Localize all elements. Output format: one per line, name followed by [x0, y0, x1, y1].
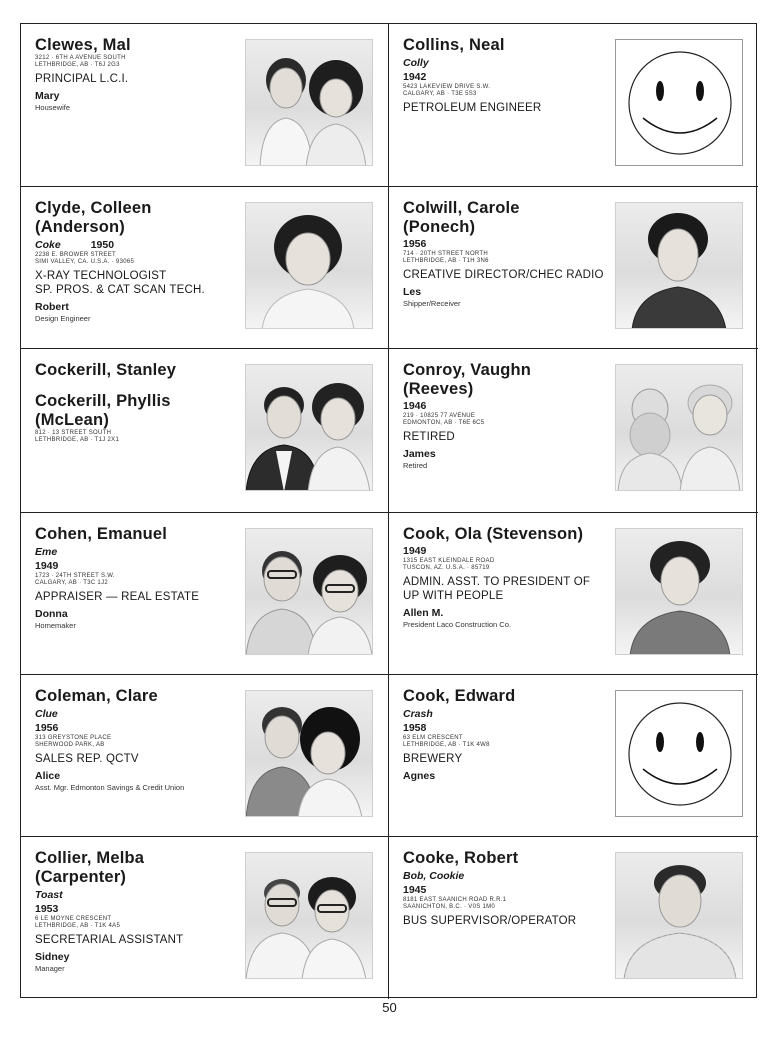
entry-year: 1946: [403, 400, 427, 412]
entry-address: 5423 LAKEVIEW DRIVE S.W.: [403, 84, 491, 90]
entry-address-city: EDMONTON, AB · T6E 6C5: [403, 420, 485, 426]
single-photo: [615, 528, 743, 655]
entry-nickname: Toast: [35, 889, 63, 901]
entry-occupation-line2: SP. PROS. & CAT SCAN TECH.: [35, 284, 205, 296]
entry-spouse: Allen M.: [403, 607, 444, 619]
entry-spouse-occupation: Design Engineer: [35, 314, 91, 323]
entry-spouse: Les: [403, 286, 422, 298]
entry-spouse: Sidney: [35, 951, 70, 963]
entry-spouse-occupation: Manager: [35, 964, 65, 973]
entry-name: Cohen, Emanuel: [35, 525, 168, 543]
entry-address-city: LETHBRIDGE, AB · T1K 4W8: [403, 742, 490, 748]
entry-address-city: TUSCON, AZ. U.S.A. · 85719: [403, 565, 490, 571]
entry-year: 1945: [403, 884, 427, 896]
entry-address-city: CALGARY, AB · T3C 1J2: [35, 580, 108, 586]
page-number: 50: [382, 1000, 397, 1015]
entry-spouse: James: [403, 448, 436, 460]
entry-nickname: Clue: [35, 708, 58, 720]
entry-card: [21, 837, 389, 999]
entry-address: 63 ELM CRESCENT: [403, 735, 463, 741]
entry-spouse-occupation: Shipper/Receiver: [403, 299, 461, 308]
entry-occupation: SALES REP. QCTV: [35, 753, 139, 765]
smiley-face-icon: [615, 39, 743, 166]
entry-occupation: BREWERY: [403, 753, 463, 765]
entry-occupation: APPRAISER — REAL ESTATE: [35, 591, 200, 603]
entry-card: [21, 513, 389, 675]
single-photo: [615, 202, 743, 329]
entry-card: [389, 349, 758, 513]
entry-card: [389, 675, 758, 837]
entry-address-city: CALGARY, AB · T3E 5S3: [403, 91, 477, 97]
entry-address-city: LETHBRIDGE, AB · T1J 2X1: [35, 437, 120, 443]
entry-card: [389, 513, 758, 675]
entry-address-city: SAANICHTON, B.C. · V0S 1M0: [403, 904, 496, 910]
entry-nickname: Eme: [35, 546, 58, 558]
entry-year: 1956: [403, 238, 427, 250]
entry-name: Cook, Ola (Stevenson): [403, 525, 584, 543]
entry-name: Coleman, Clare: [35, 687, 158, 705]
entry-spouse: Mary: [35, 90, 60, 102]
entry-nickname: Bob, Cookie: [403, 870, 465, 882]
entry-spouse-occupation: Homemaker: [35, 621, 76, 630]
entry-spouse: Robert: [35, 301, 69, 313]
entry-card: [21, 675, 389, 837]
entry-address-city: SHERWOOD PARK, AB: [35, 742, 105, 748]
entry-occupation: PETROLEUM ENGINEER: [403, 102, 542, 114]
single-photo: [245, 202, 373, 329]
entry-address-city: LETHBRIDGE, AB · T1H 3N6: [403, 258, 489, 264]
entry-occupation: RETIRED: [403, 431, 455, 443]
entry-nickname: Crash: [403, 708, 433, 720]
entry-name: Cooke, Robert: [403, 849, 519, 867]
entry-nickname: Coke: [35, 239, 61, 251]
entry-address-city: SIMI VALLEY, CA. U.S.A. · 93065: [35, 259, 135, 265]
entry-maiden-name: (Reeves): [403, 380, 474, 398]
entry-address: 1723 · 24TH STREET S.W.: [35, 573, 115, 579]
entry-year: 1956: [35, 722, 59, 734]
entry-card: [21, 24, 389, 187]
entry-card: [389, 24, 758, 187]
entry-year: 1949: [35, 560, 59, 572]
entry-maiden-name: (Ponech): [403, 218, 476, 236]
entry-spouse-occupation: Asst. Mgr. Edmonton Savings & Credit Union: [35, 783, 185, 792]
entry-occupation: BUS SUPERVISOR/OPERATOR: [403, 915, 577, 927]
entry-address: 3212 · 6TH A AVENUE SOUTH: [35, 55, 126, 61]
entry-address-city: LETHBRIDGE, AB · T1K 4A5: [35, 923, 121, 929]
entry-spouse-occupation: Housewife: [35, 103, 71, 112]
couple-photo: [245, 364, 373, 491]
couple-photo: [245, 528, 373, 655]
entry-occupation: PRINCIPAL L.C.I.: [35, 73, 129, 85]
entry-name: Collins, Neal: [403, 36, 505, 54]
entry-card: [389, 187, 758, 349]
couple-photo: [245, 39, 373, 166]
entry-year: 1949: [403, 545, 427, 557]
couple-photo: [245, 852, 373, 979]
entry-card: [21, 187, 389, 349]
smiley-face-icon: [615, 690, 743, 817]
entry-spouse: Donna: [35, 608, 68, 620]
entry-spouse: Alice: [35, 770, 61, 782]
entry-address: 812 · 13 STREET SOUTH: [35, 430, 112, 436]
entry-maiden-name: (McLean): [35, 411, 110, 429]
entry-name: Clyde, Colleen: [35, 199, 152, 217]
entry-name-secondary: Cockerill, Phyllis: [35, 392, 171, 410]
couple-photo: [615, 364, 743, 491]
entry-spouse-occupation: President Laco Construction Co.: [403, 620, 511, 629]
entry-name: Colwill, Carole: [403, 199, 520, 217]
entry-nickname: Colly: [403, 57, 429, 69]
entry-address: 313 GREYSTONE PLACE: [35, 735, 112, 741]
entry-name: Cockerill, Stanley: [35, 361, 177, 379]
entry-name: Cook, Edward: [403, 687, 516, 705]
entry-year: 1942: [403, 71, 427, 83]
entry-spouse-occupation: Retired: [403, 461, 428, 470]
entry-occupation: SECRETARIAL ASSISTANT: [35, 934, 184, 946]
entry-address: 6 LE MOYNE CRESCENT: [35, 916, 112, 922]
single-photo: [615, 852, 743, 979]
entry-card: [389, 837, 758, 999]
entry-card: [21, 349, 389, 513]
entry-name: Conroy, Vaughn: [403, 361, 532, 379]
yearbook-grid: [20, 23, 757, 998]
entry-address: 1315 EAST KLEINDALE ROAD: [403, 558, 495, 564]
entry-maiden-name: (Carpenter): [35, 868, 127, 886]
entry-name: Collier, Melba: [35, 849, 145, 867]
entry-maiden-name: (Anderson): [35, 218, 125, 236]
entry-occupation-line2: UP WITH PEOPLE: [403, 590, 504, 602]
entry-year: 1950: [90, 239, 115, 251]
entry-address: 219 · 10825 77 AVENUE: [403, 413, 476, 419]
entry-address-city: LETHBRIDGE, AB · T6J 2G3: [35, 62, 120, 68]
entry-occupation: CREATIVE DIRECTOR/CHEC RADIO: [403, 269, 604, 281]
entry-spouse: Agnes: [403, 770, 436, 782]
entry-address: 8181 EAST SAANICH ROAD R.R.1: [403, 897, 507, 903]
couple-photo: [245, 690, 373, 817]
entry-name: Clewes, Mal: [35, 36, 131, 54]
entry-address: 714 · 20TH STREET NORTH: [403, 251, 489, 257]
entry-address: 2238 E. BROWER STREET: [35, 252, 116, 258]
entry-year: 1958: [403, 722, 427, 734]
entry-occupation: X-RAY TECHNOLOGIST: [35, 270, 167, 282]
entry-year: 1953: [35, 903, 59, 915]
entry-occupation: ADMIN. ASST. TO PRESIDENT OF: [403, 576, 591, 588]
